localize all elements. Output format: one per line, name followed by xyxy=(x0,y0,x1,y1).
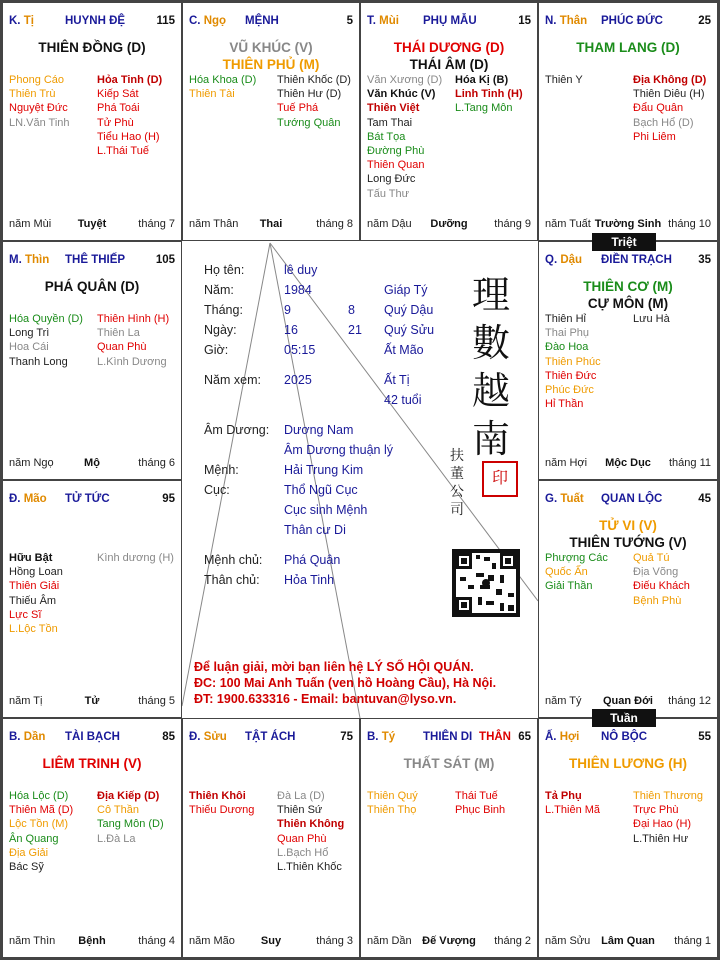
minor-stars-left xyxy=(9,551,63,636)
main-star: VŨ KHÚC (V) xyxy=(229,40,313,55)
footer-year: năm Ngọ xyxy=(9,457,54,469)
minor-star: Long Trì xyxy=(9,327,50,340)
minor-star: L.Thiên Khốc xyxy=(277,861,342,874)
minor-star: Thiếu Âm xyxy=(9,594,57,607)
value-than-chu: Hỏa Tinh xyxy=(284,573,335,587)
palace-footer xyxy=(189,935,353,949)
palace-footer xyxy=(189,218,353,232)
minor-star: Trực Phù xyxy=(633,804,679,817)
minor-star: Kiếp Sát xyxy=(97,88,139,101)
minor-stars-right xyxy=(633,312,670,326)
value-hour: 05:15 xyxy=(284,343,316,357)
minor-star: Cô Thần xyxy=(97,804,139,817)
footer-stage: Quan Đới xyxy=(603,695,653,707)
label-year: Năm: xyxy=(204,283,234,297)
center-info-panel xyxy=(182,241,538,718)
palace-cell-than[interactable] xyxy=(538,2,718,241)
footer-month: tháng 7 xyxy=(138,218,175,230)
minor-star: Tam Thai xyxy=(367,116,413,129)
value-cuc: Thổ Ngũ Cục xyxy=(284,483,358,497)
minor-star: Hỉ Thần xyxy=(545,398,584,411)
minor-star: Hóa Khoa (D) xyxy=(189,74,257,86)
main-star: THÁI ÂM (D) xyxy=(409,57,489,72)
minor-star: Tiểu Hao (H) xyxy=(97,130,160,143)
minor-star: Quan Phù xyxy=(277,832,327,845)
label-hour: Giờ: xyxy=(204,343,229,357)
footer-stage: Thai xyxy=(259,218,283,230)
palace-header xyxy=(545,254,711,270)
value-cuc-3: Thân cư Di xyxy=(284,523,346,537)
contact-line-1: Để luận giải, mời bạn liên hệ LÝ SỐ HỘI QUÁN. xyxy=(194,660,474,674)
minor-stars-left xyxy=(189,789,254,817)
palace-number: 5 xyxy=(346,15,353,27)
minor-star: Thiên Tài xyxy=(189,88,235,101)
minor-star: Hoa Cái xyxy=(9,341,49,354)
palace-header xyxy=(545,15,711,31)
main-star: THIÊN PHỦ (M) xyxy=(222,57,320,72)
minor-stars-left xyxy=(9,789,73,874)
palace-header xyxy=(189,15,353,31)
label-name: Họ tên: xyxy=(204,263,245,277)
minor-star: Phượng Các xyxy=(545,552,608,564)
contact-info xyxy=(194,659,496,707)
palace-name: TỬ TỨC xyxy=(65,493,110,505)
palace-header xyxy=(367,15,531,31)
minor-star: Địa Giải xyxy=(9,846,49,859)
footer-month: tháng 6 xyxy=(138,457,175,469)
minor-star: Đà La (D) xyxy=(277,790,325,802)
main-star: THÁI DƯƠNG (D) xyxy=(393,40,505,55)
palace-cell-dan[interactable] xyxy=(2,718,182,958)
palace-footer xyxy=(367,218,531,232)
minor-star: Thiên Trù xyxy=(9,88,56,101)
value-day-canchi: Quý Sửu xyxy=(384,323,435,337)
main-star: THIÊN CƠ (M) xyxy=(583,279,673,294)
minor-star: Điếu Khách xyxy=(633,580,690,593)
value-month-lunar: 8 xyxy=(348,303,355,317)
value-day: 16 xyxy=(284,323,298,337)
palace-name: NÔ BỘC xyxy=(601,731,647,743)
footer-stage: Suy xyxy=(260,935,282,947)
palace-cell-ty[interactable] xyxy=(2,2,182,241)
palace-number: 25 xyxy=(698,15,711,27)
palace-footer xyxy=(9,457,175,471)
palace-cell-dau[interactable] xyxy=(538,241,718,480)
value-day-lunar: 21 xyxy=(348,323,362,337)
palace-cell-mui[interactable] xyxy=(360,2,538,241)
minor-star: Thiên Khôi xyxy=(189,790,246,802)
palace-stem: T. Mùi xyxy=(367,15,399,27)
footer-year: năm Hợi xyxy=(545,457,588,469)
label-menh: Mệnh: xyxy=(204,463,239,477)
value-cuc-2: Cục sinh Mệnh xyxy=(284,503,368,517)
minor-star: Phúc Đức xyxy=(545,384,594,397)
minor-star: Hồng Loan xyxy=(9,566,63,579)
minor-stars-right xyxy=(633,73,706,144)
footer-year: năm Tị xyxy=(9,695,43,707)
minor-star: Phi Liêm xyxy=(633,130,676,143)
minor-star: Thiên Sứ xyxy=(277,804,323,817)
value-year: 1984 xyxy=(284,283,312,297)
minor-star: Phong Cáo xyxy=(9,74,65,86)
main-star: PHÁ QUÂN (D) xyxy=(44,279,140,294)
footer-month: tháng 8 xyxy=(316,218,353,230)
palace-stem: K. Tị xyxy=(9,15,34,27)
palace-header xyxy=(9,731,175,747)
palace-cell-hoi[interactable] xyxy=(538,718,718,958)
value-amduong: Dương Nam xyxy=(284,423,354,437)
footer-year: năm Thân xyxy=(189,218,239,230)
footer-year: năm Dần xyxy=(367,935,412,947)
palace-number: 85 xyxy=(162,731,175,743)
minor-star: Thiên Hư (D) xyxy=(277,88,342,101)
palace-header xyxy=(9,15,175,31)
footer-year: năm Thìn xyxy=(9,935,56,947)
minor-star: Tang Môn (D) xyxy=(97,818,164,831)
main-star: LIÊM TRINH (V) xyxy=(42,756,142,771)
footer-stage: Bệnh xyxy=(78,935,106,947)
palace-footer xyxy=(545,935,711,949)
minor-stars-right xyxy=(277,73,351,130)
palace-cell-thin[interactable] xyxy=(2,241,182,480)
minor-stars-left xyxy=(367,73,442,201)
main-star: THẤT SÁT (M) xyxy=(403,756,495,771)
value-age: 42 tuổi xyxy=(384,393,422,407)
minor-star: L.Thái Tuế xyxy=(97,145,149,158)
contact-line-3: ĐT: 1900.633316 - Email: bantuvan@lyso.vn. xyxy=(194,692,457,706)
palace-header xyxy=(545,493,711,509)
contact-line-2: ĐC: 100 Mai Anh Tuấn (ven hồ Hoàng Cầu), Hà Nội. xyxy=(194,676,497,690)
minor-star: Bệnh Phù xyxy=(633,594,682,607)
minor-star: Thiên Hỉ xyxy=(545,313,586,325)
palace-cell-tuat[interactable] xyxy=(538,480,718,718)
palace-stem: Đ. Sửu xyxy=(189,731,227,743)
palace-cell-mao[interactable] xyxy=(2,480,182,718)
palace-name: HUYNH ĐỆ xyxy=(65,15,126,27)
label-view-year: Năm xem: xyxy=(204,373,261,387)
palace-header xyxy=(367,731,531,747)
label-month: Tháng: xyxy=(204,303,243,317)
palace-stem: Q. Dậu xyxy=(545,254,583,266)
minor-star: Lực Sĩ xyxy=(9,608,42,621)
minor-stars-left xyxy=(545,551,608,594)
minor-stars-left xyxy=(545,312,601,411)
minor-star: Hóa Kị (B) xyxy=(455,74,509,86)
palace-number: 115 xyxy=(156,15,175,27)
minor-star: Bác Sỹ xyxy=(9,861,44,874)
minor-stars-right xyxy=(277,789,344,874)
minor-stars-right xyxy=(97,551,174,565)
palace-name: TÀI BẠCH xyxy=(65,731,120,743)
minor-star: Bát Tọa xyxy=(367,130,406,143)
footer-month: tháng 9 xyxy=(494,218,531,230)
footer-month: tháng 12 xyxy=(668,695,711,707)
minor-star: Thiên Giải xyxy=(9,580,60,593)
qr-code-icon[interactable] xyxy=(452,549,520,617)
palace-footer xyxy=(545,695,711,709)
palace-footer xyxy=(545,457,711,471)
footer-month: tháng 4 xyxy=(138,935,175,947)
label-amduong: Âm Dương: xyxy=(204,423,270,437)
palace-footer xyxy=(9,935,175,949)
footer-year: năm Tuất xyxy=(545,218,591,230)
palace-number: 95 xyxy=(162,493,175,505)
footer-stage: Đế Vượng xyxy=(422,935,476,947)
footer-year: năm Tý xyxy=(545,695,582,707)
main-star: THAM LANG (D) xyxy=(576,40,680,55)
value-menh: Hải Trung Kim xyxy=(284,463,364,477)
minor-star: Hỏa Tinh (D) xyxy=(97,74,163,86)
value-month: 9 xyxy=(284,303,291,317)
main-star: THIÊN LƯƠNG (H) xyxy=(569,756,687,771)
minor-stars-right xyxy=(455,73,523,116)
minor-star: Đào Hoa xyxy=(545,341,589,354)
footer-year: năm Sửu xyxy=(545,935,591,947)
palace-stem: M. Thìn xyxy=(9,254,50,266)
footer-stage: Mộ xyxy=(84,457,100,469)
footer-stage: Tuyệt xyxy=(77,218,107,230)
minor-star: Thiên Hình (H) xyxy=(97,313,170,325)
palace-stem: Ấ. Hợi xyxy=(545,731,580,743)
footer-year: năm Mùi xyxy=(9,218,52,230)
minor-star: L.Tang Môn xyxy=(455,102,513,115)
palace-cell-suu[interactable] xyxy=(182,718,360,958)
minor-star: Thiên Thương xyxy=(633,790,704,802)
minor-star: Thiên Khốc (D) xyxy=(277,74,351,86)
footer-stage: Dưỡng xyxy=(430,218,468,230)
than-marker: THÂN xyxy=(479,731,511,743)
minor-star: Thiếu Dương xyxy=(189,804,255,817)
main-star: CỰ MÔN (M) xyxy=(587,296,669,311)
minor-star: Văn Khúc (V) xyxy=(367,88,436,101)
palace-name: ĐIỀN TRẠCH xyxy=(601,254,672,266)
minor-star: Nguyệt Đức xyxy=(9,102,68,115)
palace-name: PHÚC ĐỨC xyxy=(601,15,663,27)
minor-star: Thiên Không xyxy=(277,818,345,831)
minor-stars-left xyxy=(545,73,583,87)
label-menh-chu: Mệnh chủ: xyxy=(204,553,263,567)
minor-star: Quan Phù xyxy=(97,341,147,354)
footer-stage: Lâm Quan xyxy=(601,935,655,947)
minor-star: Thiên Quan xyxy=(367,159,425,172)
value-view-year: 2025 xyxy=(284,373,312,387)
minor-star: L.Kình Dương xyxy=(97,355,167,368)
palace-header xyxy=(189,731,353,747)
minor-star: L.Bạch Hổ xyxy=(277,846,329,859)
palace-stem: G. Tuất xyxy=(545,493,584,505)
minor-star: Thiên Thọ xyxy=(367,804,417,817)
minor-star: Thiên Quý xyxy=(367,790,418,802)
minor-star: Thanh Long xyxy=(9,355,68,368)
minor-star: Tấu Thư xyxy=(367,187,410,200)
minor-stars-left xyxy=(189,73,256,101)
minor-star: L.Đà La xyxy=(97,832,136,845)
palace-number: 55 xyxy=(698,731,711,743)
calligraphy-logo: 理數越南 xyxy=(472,273,511,461)
minor-star: L.Thiên Mã xyxy=(545,804,601,817)
minor-star: L.Lộc Tồn xyxy=(9,623,58,636)
minor-stars-left xyxy=(367,789,418,817)
footer-stage: Mộc Dục xyxy=(605,457,651,469)
palace-name: THÊ THIẾP xyxy=(65,254,126,266)
minor-star: Thiên Phúc xyxy=(545,355,601,368)
palace-header xyxy=(9,493,175,509)
minor-star: L.Thiên Hư xyxy=(633,832,689,845)
minor-star: Linh Tinh (H) xyxy=(455,88,523,101)
palace-stem: B. Dần xyxy=(9,731,46,743)
minor-star: Ân Quang xyxy=(9,832,59,845)
palace-stem: Đ. Mão xyxy=(9,493,47,505)
minor-star: Giải Thần xyxy=(545,580,593,593)
minor-star: Thiên La xyxy=(97,327,140,340)
minor-star: Thiên Y xyxy=(545,74,583,86)
minor-stars-left xyxy=(545,789,600,817)
minor-stars-right xyxy=(97,73,162,158)
footer-month: tháng 2 xyxy=(494,935,531,947)
main-star: TỬ VI (V) xyxy=(599,518,657,533)
value-month-canchi: Quý Dậu xyxy=(384,303,434,317)
value-name: lê duy xyxy=(284,263,318,277)
minor-star: Bạch Hổ (D) xyxy=(633,116,694,129)
footer-year: năm Dậu xyxy=(367,218,412,230)
footer-stage: Tử xyxy=(84,695,100,707)
palace-number: 105 xyxy=(155,254,175,266)
value-year-canchi: Giáp Tý xyxy=(384,283,428,297)
label-than-chu: Thân chủ: xyxy=(204,573,260,587)
palace-cell-ngo[interactable] xyxy=(182,2,360,241)
palace-footer xyxy=(9,695,175,709)
palace-footer xyxy=(545,218,711,232)
tuan-tag: Tuần xyxy=(592,709,656,727)
minor-star: Tuế Phá xyxy=(277,102,319,115)
palace-stem: N. Thân xyxy=(545,15,588,27)
minor-star: Quốc Ấn xyxy=(545,566,588,579)
minor-stars-right xyxy=(97,789,164,846)
palace-footer xyxy=(367,935,531,949)
minor-star: Thiên Diêu (H) xyxy=(633,88,705,101)
palace-number: 35 xyxy=(698,254,711,266)
minor-star: Đại Hao (H) xyxy=(633,818,692,831)
minor-star: Hữu Bật xyxy=(9,552,53,564)
palace-stem: B. Tý xyxy=(367,731,396,743)
minor-star: Địa Võng xyxy=(633,566,679,579)
footer-month: tháng 3 xyxy=(316,935,353,947)
palace-footer xyxy=(9,218,175,232)
minor-star: Lưu Hà xyxy=(633,313,670,325)
palace-number: 45 xyxy=(698,493,711,505)
footer-month: tháng 11 xyxy=(668,457,711,469)
minor-star: Lộc Tồn (M) xyxy=(9,818,69,831)
minor-star: Tướng Quân xyxy=(277,116,341,129)
palace-number: 65 xyxy=(518,731,531,743)
minor-star: Địa Kiếp (D) xyxy=(97,790,160,802)
minor-star: Tả Phụ xyxy=(545,790,582,802)
minor-stars-right xyxy=(633,551,690,608)
minor-star: Thái Tuế xyxy=(455,790,498,802)
minor-star: Thiên Mã (D) xyxy=(9,804,74,817)
palace-name: MỆNH xyxy=(245,15,279,27)
minor-star: Hóa Lộc (D) xyxy=(9,790,69,802)
minor-star: Phá Toái xyxy=(97,102,140,115)
minor-stars-right xyxy=(455,789,505,817)
minor-star: Thiên Việt xyxy=(367,102,420,115)
value-menh-chu: Phá Quân xyxy=(284,553,341,567)
palace-name: TẬT ÁCH xyxy=(245,731,296,743)
minor-stars-left xyxy=(9,73,70,130)
label-cuc: Cục: xyxy=(204,483,230,497)
red-seal-icon: 印 xyxy=(482,461,518,497)
palace-number: 75 xyxy=(340,731,353,743)
palace-cell-ty2[interactable] xyxy=(360,718,538,958)
minor-star: Phục Binh xyxy=(455,804,506,817)
palace-name: QUAN LỘC xyxy=(601,493,663,505)
footer-month: tháng 1 xyxy=(674,935,711,947)
minor-stars-left xyxy=(9,312,83,369)
minor-stars-right xyxy=(633,789,703,846)
footer-stage: Trường Sinh xyxy=(594,218,662,230)
footer-year: năm Mão xyxy=(189,935,235,947)
minor-star: Hóa Quyền (D) xyxy=(9,313,83,325)
value-amduong-2: Âm Dương thuận lý xyxy=(284,443,393,457)
palace-number: 15 xyxy=(518,15,531,27)
palace-header xyxy=(9,254,175,270)
minor-star: Tử Phù xyxy=(97,116,134,129)
minor-star: LN.Văn Tinh xyxy=(9,116,70,129)
value-view-canchi: Ất Tị xyxy=(384,373,410,387)
main-star: THIÊN ĐỒNG (D) xyxy=(38,40,146,55)
value-hour-canchi: Ất Mão xyxy=(384,343,424,357)
minor-star: Quả Tú xyxy=(633,552,670,564)
minor-star: Thai Phụ xyxy=(545,327,590,340)
minor-star: Đường Phù xyxy=(367,145,425,158)
minor-star: Kình dương (H) xyxy=(97,552,174,564)
footer-month: tháng 5 xyxy=(138,695,175,707)
minor-star: Thiên Đức xyxy=(545,369,597,382)
seal-stamp: 扶董公司 xyxy=(450,448,464,518)
minor-stars-right xyxy=(97,312,169,369)
minor-star: Long Đức xyxy=(367,173,416,186)
footer-month: tháng 10 xyxy=(668,218,711,230)
minor-star: Đẩu Quân xyxy=(633,102,684,115)
triet-tag: Triệt xyxy=(592,233,656,251)
palace-name: THIÊN DI xyxy=(423,731,473,743)
main-star: THIÊN TƯỚNG (V) xyxy=(569,535,687,550)
label-day: Ngày: xyxy=(204,323,237,337)
palace-header xyxy=(545,731,711,747)
palace-name: PHỤ MẪU xyxy=(423,15,477,27)
minor-star: Địa Không (D) xyxy=(633,74,707,86)
palace-stem: C. Ngọ xyxy=(189,15,227,27)
minor-star: Văn Xương (D) xyxy=(367,74,443,86)
